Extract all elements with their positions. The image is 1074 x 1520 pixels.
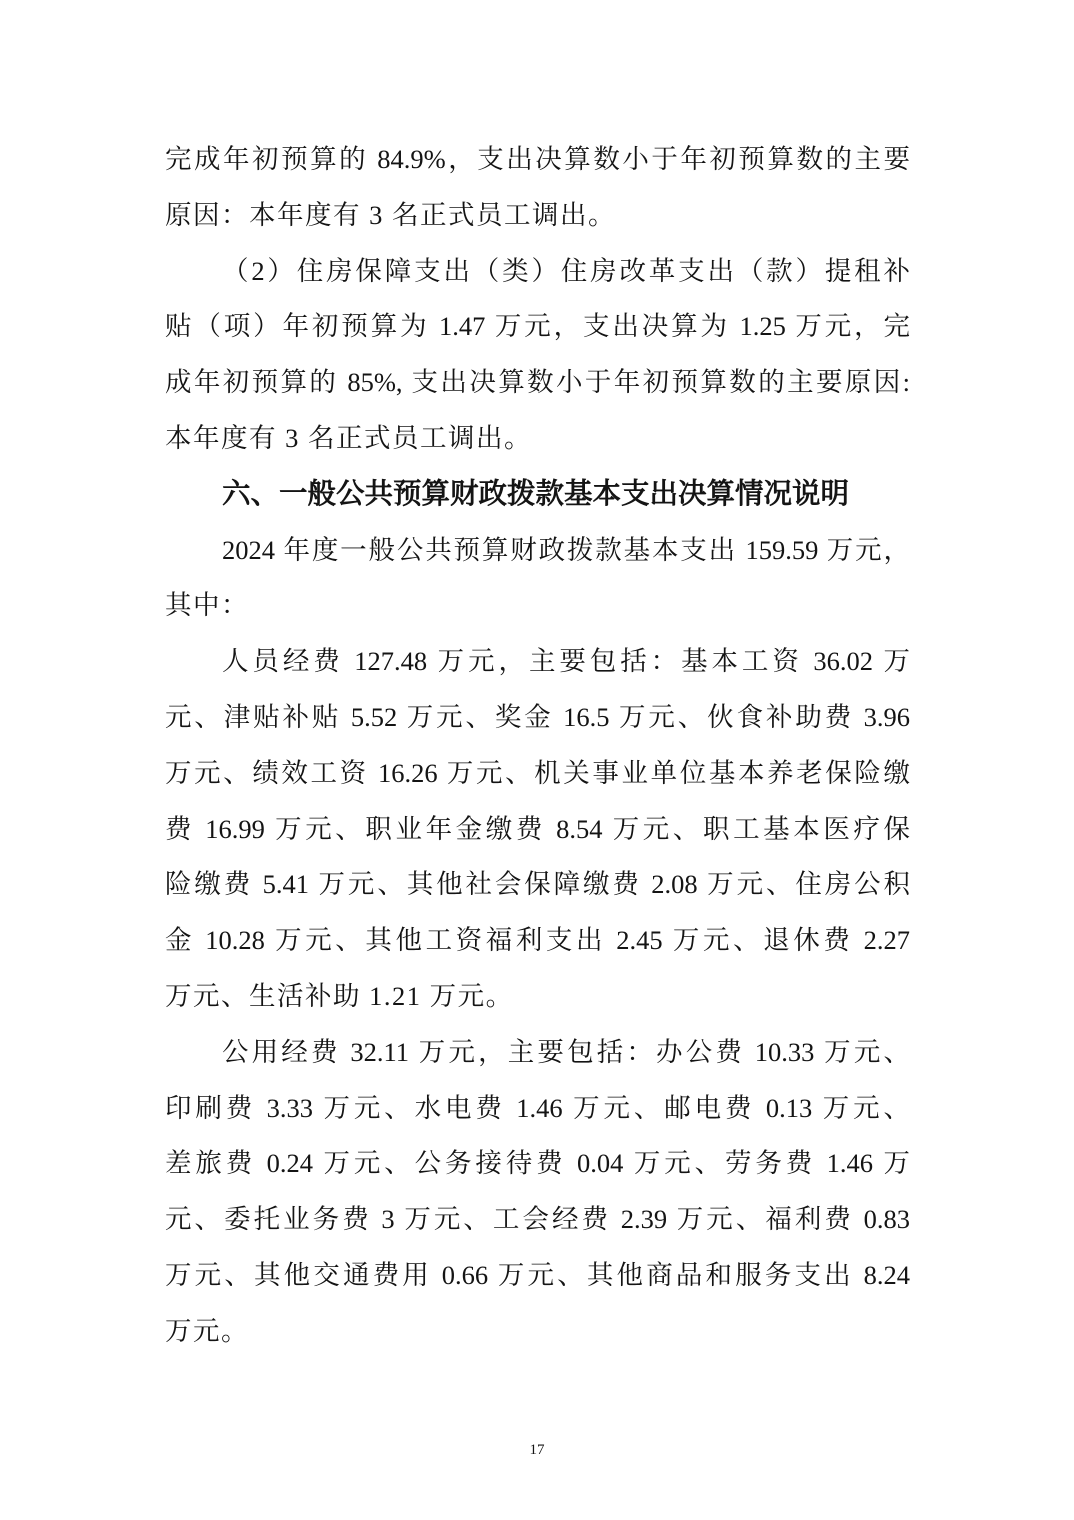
paragraph-housing-subsidy xyxy=(165,244,910,467)
paragraph-line: 元、津贴补贴 5.52 万元、奖金 16.5 万元、伙食补助费 3.96 xyxy=(165,701,910,732)
paragraph-line: 人员经费 127.48 万元，主要包括：基本工资 36.02 万 xyxy=(222,646,910,677)
paragraph-line: 贴（项）年初预算为 1.47 万元，支出决算为 1.25 万元，完 xyxy=(165,311,910,342)
paragraph-line: 万元、绩效工资 16.26 万元、机关事业单位基本养老保险缴 xyxy=(165,757,910,788)
paragraph-line: 印刷费 3.33 万元、水电费 1.46 万元、邮电费 0.13 万元、 xyxy=(165,1092,910,1123)
section-heading: 六、一般公共预算财政拨款基本支出决算情况说明 xyxy=(222,478,850,510)
paragraph-line: 2024 年度一般公共预算财政拨款基本支出 159.59 万元， xyxy=(222,534,910,565)
page-number: 17 xyxy=(529,1442,545,1458)
paragraph-personnel-expenses xyxy=(165,634,910,1025)
paragraph-line: 险缴费 5.41 万元、其他社会保障缴费 2.08 万元、住房公积 xyxy=(165,869,910,900)
paragraph-basic-expenditure-total xyxy=(165,523,910,635)
paragraph-line: 成年初预算的 85%, 支出决算数小于年初预算数的主要原因: xyxy=(165,367,910,398)
paragraph-line: 元、委托业务费 3 万元、工会经费 2.39 万元、福利费 0.83 xyxy=(165,1204,910,1235)
paragraph-line: 万元、其他交通费用 0.66 万元、其他商品和服务支出 8.24 xyxy=(165,1259,910,1290)
paragraph-line: 万元。 xyxy=(165,1315,249,1346)
paragraph-line: 公用经费 32.11 万元，主要包括：办公费 10.33 万元、 xyxy=(222,1036,910,1067)
paragraph-line: 差旅费 0.24 万元、公务接待费 0.04 万元、劳务费 1.46 万 xyxy=(165,1148,910,1179)
paragraph-line: （2）住房保障支出（类）住房改革支出（款）提租补 xyxy=(222,255,910,286)
paragraph-line: 原因：本年度有 3 名正式员工调出。 xyxy=(165,199,616,230)
paragraph-budget-completion-continued xyxy=(165,132,910,244)
paragraph-line: 万元、生活补助 1.21 万元。 xyxy=(165,980,514,1011)
document-body xyxy=(165,132,910,1360)
paragraph-public-expenses xyxy=(165,1025,910,1360)
paragraph-line: 完成年初预算的 84.9%，支出决算数小于年初预算数的主要 xyxy=(165,144,910,174)
paragraph-line: 其中： xyxy=(165,590,249,621)
paragraph-line: 金 10.28 万元、其他工资福利支出 2.45 万元、退休费 2.27 xyxy=(165,925,910,956)
paragraph-line: 本年度有 3 名正式员工调出。 xyxy=(165,422,532,453)
paragraph-line: 费 16.99 万元、职业年金缴费 8.54 万元、职工基本医疗保 xyxy=(165,813,910,844)
